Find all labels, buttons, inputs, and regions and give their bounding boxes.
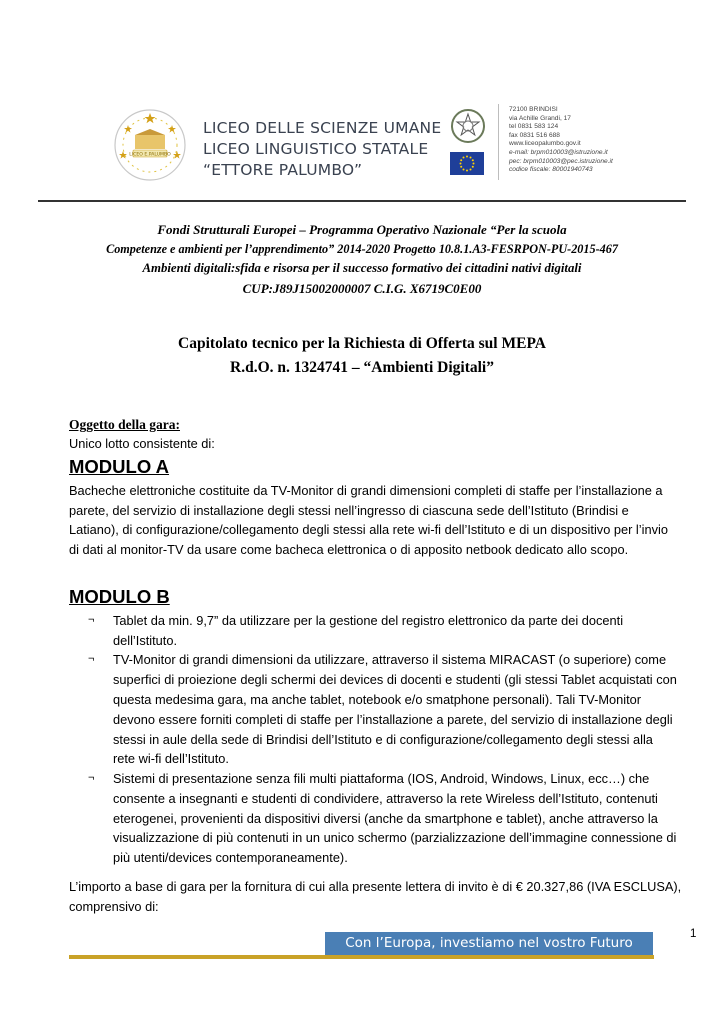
contact-website: www.liceopalumbo.gov.it (509, 140, 581, 148)
module-b-list (88, 611, 678, 868)
contact-phone: tel 0831 583 124 (509, 123, 559, 131)
funding-line-2: Competenze e ambienti per l’apprendimento” 2014-2020 Progetto 10.8.1.A3-FESRPON-PU-2015-467 (106, 242, 618, 256)
contact-city: 72100 BRINDISI (509, 106, 558, 113)
document-subtitle: R.d.O. n. 1324741 – “Ambienti Digitali” (230, 359, 494, 376)
school-name-line-2: LICEO LINGUISTICO STATALE (203, 140, 429, 158)
school-name-line-3: “ETTORE PALUMBO” (203, 161, 363, 179)
list-item-text: TV-Monitor di grandi dimensioni da utilizzare, attraverso il sistema MIRACAST (o superiore) come superfici di proiezione degli schermi dei devices di docenti e studenti (gli stessi Tablet acquistati con questa medesima gara, ma anche tablet, notebook e/o smatphone personali). Tali TV-Monitor devono essere forniti completi di staffe per l’installazione a parete, del servizio di installazione degli stessi in aule della sede di Brindisi dell’Istituto e di configurazione/collegamento degli stessi alla rete wi-fi dell’Istituto. (113, 652, 677, 767)
module-a-heading: MODULO A (69, 456, 170, 477)
list-item (88, 611, 678, 651)
contact-fax: fax 0831 516 688 (509, 131, 560, 139)
school-logo (113, 107, 187, 183)
contact-tax-code: codice fiscale: 80001940743 (509, 166, 593, 174)
page-number: 1 (690, 928, 697, 940)
eu-flag-icon (450, 152, 484, 175)
contact-pec: pec: brpm010003@pec.istruzione.it (509, 157, 613, 165)
contact-address: via Achille Grandi, 17 (509, 114, 571, 122)
school-contacts (509, 106, 613, 175)
document-title: Capitolato tecnico per la Richiesta di Offerta sul MEPA (178, 335, 546, 352)
list-item-text: Sistemi di presentazione senza fili multi piattaforma (IOS, Android, Windows, Linux, ecc…) che consente a insegnanti e studenti di condividere, attraverso la rete Wireless dell’Istituto, contenuti eterogenei, provenienti da dispositivi diversi (anche da smartphone e tablet), anche attraverso la visualizzazione di più contenuti in un unico schermo (parzializzazione dell’immagine connessione di più utenti/devices contemporaneamente). (113, 771, 677, 866)
list-item (88, 769, 678, 868)
list-item (88, 650, 678, 769)
object-heading: Oggetto della gara: (69, 417, 180, 432)
footer-rule (69, 955, 654, 959)
school-name (203, 118, 441, 181)
header-divider (498, 104, 499, 180)
funding-line-3: Ambienti digitali:sfida e risorsa per il successo formativo dei cittadini nativi digitali (142, 261, 582, 275)
module-b-heading: MODULO B (69, 586, 170, 607)
closing-paragraph: L’importo a base di gara per la fornitura di cui alla presente lettera di invito è di € 20.327,86 (IVA ESCLUSA), comprensivo di: (69, 879, 682, 914)
list-item-text: Tablet da min. 9,7” da utilizzare per la gestione del registro elettronico da parte dei docenti dell’Istituto. (113, 613, 624, 648)
footer-banner: Con l’Europa, investiamo nel vostro Futuro (325, 932, 653, 955)
bullet-mark: ¬ (88, 772, 95, 784)
funding-codes: CUP:J89J15002000007 C.I.G. X6719C0E00 (242, 281, 482, 296)
header-rule (38, 200, 686, 202)
logo-caption: LICEO E.PALUMBO (129, 152, 171, 158)
object-text: Unico lotto consistente di: (69, 436, 215, 451)
italian-republic-emblem-icon (450, 108, 486, 144)
contact-email: e-mail: brpm010003@istruzione.it (509, 148, 608, 156)
bullet-mark: ¬ (88, 614, 95, 626)
module-a-text: Bacheche elettroniche costituite da TV-Monitor di grandi dimensioni completi di staffe per l’installazione a parete, del servizio di installazione degli stessi nell’ingresso di ciascuna sede dell’Istituto (Brindisi e Latiano), di configurazione/collegamento degli stessi alla rete wi-fi dell’Istituto e di un dispositivo per l’invio di dati al monitor-TV da usare come bacheca elettronica o di apposito netbook dedicato allo scopo. (69, 483, 668, 557)
school-name-line-1: LICEO DELLE SCIENZE UMANE (203, 119, 442, 137)
bullet-mark: ¬ (88, 653, 95, 666)
funding-line-1: Fondi Strutturali Europei – Programma Operativo Nazionale “Per la scuola (157, 222, 567, 237)
